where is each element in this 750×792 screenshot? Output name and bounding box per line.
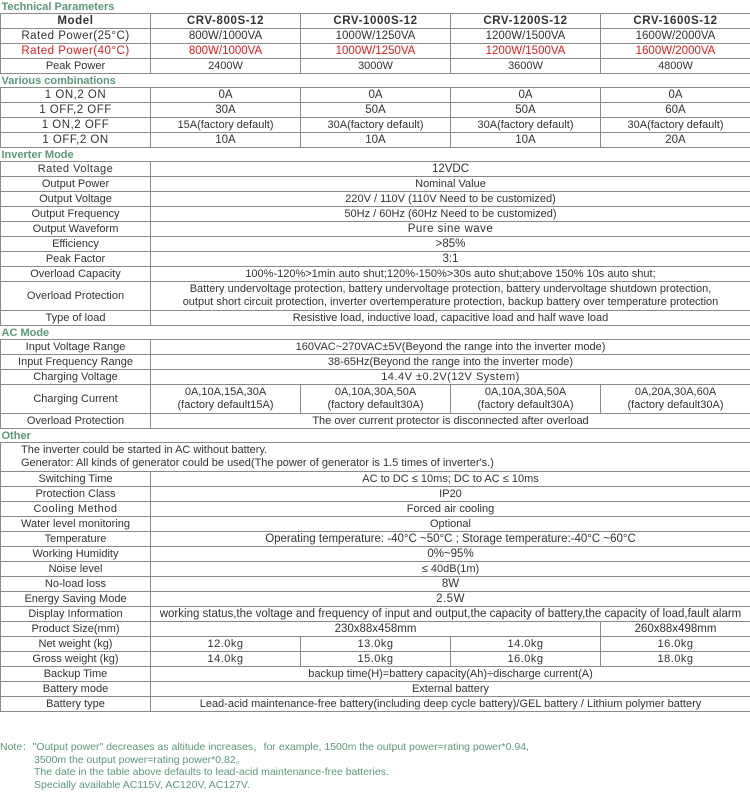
spec-row	[1, 222, 750, 237]
model-header-row	[1, 14, 750, 29]
combo-row	[1, 118, 750, 133]
cell-value: 30A(factory default)	[451, 118, 601, 133]
rated-power-40-row	[1, 44, 750, 59]
row-label: Battery mode	[1, 682, 151, 697]
spec-row	[1, 562, 750, 577]
cell-value: 10A	[451, 133, 601, 148]
cell-value: 14.4V ±0.2V(12V System)	[151, 370, 750, 385]
model-crv-800s: CRV-800S-12	[151, 14, 301, 29]
cell-value: 50A	[301, 103, 451, 118]
row-label: Battery type	[1, 697, 151, 712]
charging-default: (factory default30A)	[627, 399, 724, 411]
model-crv-1200s: CRV-1200S-12	[451, 14, 601, 29]
other-note-line-1: The inverter could be started in AC without battery.	[21, 444, 268, 456]
rated-power-25-row	[1, 29, 750, 44]
cell-value: Pure sine wave	[151, 222, 750, 237]
spec-row	[1, 177, 750, 192]
model-label: Model	[1, 14, 151, 29]
section-other: Other	[1, 429, 31, 442]
cell-value: Lead-acid maintenance-free battery(including deep cycle battery)/GEL battery / Lithium polymer battery	[151, 697, 750, 712]
product-size-row	[1, 622, 750, 637]
footnote-line-2: 3500m the output power=rating power*0.82。	[34, 753, 247, 766]
cell-value: 230x88x458mm	[151, 622, 601, 637]
cell-value: 30A	[151, 103, 301, 118]
row-label: Display Information	[1, 607, 151, 622]
overload-protection-row	[1, 282, 750, 311]
charging-default: (factory default30A)	[477, 399, 574, 411]
row-label: Charging Current	[1, 385, 151, 414]
cell-value	[151, 385, 301, 414]
cell-value: 50A	[451, 103, 601, 118]
charging-options: 0A,10A,15A,30A	[184, 386, 267, 398]
spec-row	[1, 592, 750, 607]
cell-value: 0A	[451, 88, 601, 103]
spec-row	[1, 370, 750, 385]
cell-value: ≤ 40dB(1m)	[151, 562, 750, 577]
row-label: Efficiency	[1, 237, 151, 252]
cell-value: 4800W	[601, 59, 750, 74]
cell-value: 60A	[601, 103, 750, 118]
cell-value	[451, 385, 601, 414]
peak-power-row	[1, 59, 750, 74]
row-label: Input Frequency Range	[1, 355, 151, 370]
row-label: Peak Power	[1, 59, 151, 74]
cell-value: 16.0kg	[451, 652, 601, 667]
row-label: 1 OFF,2 ON	[1, 133, 151, 148]
cell-value: Resistive load, inductive load, capacitive load and half wave load	[151, 311, 750, 326]
spec-row	[1, 355, 750, 370]
cell-value: 13.0kg	[301, 637, 451, 652]
charging-options: 0A,10A,30A,50A	[334, 386, 417, 398]
row-label: Net weight (kg)	[1, 637, 151, 652]
combo-row	[1, 133, 750, 148]
spec-row	[1, 162, 750, 177]
row-label: Type of load	[1, 311, 151, 326]
cell-value: Operating temperature: -40°C ~50°C ; Storage temperature:-40°C ~60°C	[151, 532, 750, 547]
cell-value: 38-65Hz(Beyond the range into the inverter mode)	[151, 355, 750, 370]
cell-value: backup time(H)=battery capacity(Ah)÷discharge current(A)	[151, 667, 750, 682]
cell-value: 220V / 110V (110V Need to be customized)	[151, 192, 750, 207]
cell-value: 2.5W	[151, 592, 750, 607]
combo-row	[1, 103, 750, 118]
spec-row	[1, 340, 750, 355]
cell-value: The over current protector is disconnected after overload	[151, 414, 750, 429]
cell-value	[601, 385, 750, 414]
spec-row	[1, 502, 750, 517]
cell-value: 30A(factory default)	[301, 118, 451, 133]
row-label: 1 OFF,2 OFF	[1, 103, 151, 118]
row-label: Backup Time	[1, 667, 151, 682]
row-label: 1 ON,2 ON	[1, 88, 151, 103]
spec-row	[1, 237, 750, 252]
model-crv-1600s: CRV-1600S-12	[601, 14, 750, 29]
row-label: 1 ON,2 OFF	[1, 118, 151, 133]
row-label: Overload Protection	[1, 282, 151, 311]
charging-options: 0A,10A,30A,50A	[484, 386, 567, 398]
section-inverter-mode: Inverter Mode	[1, 148, 74, 161]
combo-row	[1, 88, 750, 103]
spec-row	[1, 697, 750, 712]
overload-protection-line-1: Battery undervoltage protection, battery undervoltage protection, battery undervoltage shutdown protection,	[189, 283, 712, 295]
cell-value: 0A	[601, 88, 750, 103]
row-label: Overload Capacity	[1, 267, 151, 282]
cell-value: 1600W/2000VA	[601, 29, 750, 44]
charging-options: 0A,20A,30A,60A	[634, 386, 717, 398]
cell-value: 800W/1000VA	[151, 44, 301, 59]
spec-row	[1, 487, 750, 502]
cell-value: 15.0kg	[301, 652, 451, 667]
row-label: Output Waveform	[1, 222, 151, 237]
cell-value: 3:1	[151, 252, 750, 267]
row-label: Energy Saving Mode	[1, 592, 151, 607]
footnote	[0, 741, 750, 791]
cell-value: >85%	[151, 237, 750, 252]
cell-value: 50Hz / 60Hz (60Hz Need to be customized)	[151, 207, 750, 222]
cell-value: 260x88x498mm	[601, 622, 750, 637]
row-label: Output Voltage	[1, 192, 151, 207]
cell-value: working status,the voltage and frequency of input and output,the capacity of battery,the capacity of load,fault alarm	[151, 607, 750, 622]
cell-value: 0A	[301, 88, 451, 103]
net-weight-row	[1, 637, 750, 652]
cell-value: 800W/1000VA	[151, 29, 301, 44]
row-label: Charging Voltage	[1, 370, 151, 385]
cell-value: 15A(factory default)	[151, 118, 301, 133]
overload-protection-line-2: output short circuit protection, inverter overtemperature protection, backup battery over temperature protection	[182, 296, 719, 308]
cell-value: 8W	[151, 577, 750, 592]
cell-value	[151, 282, 750, 311]
cell-value: 18.0kg	[601, 652, 750, 667]
footnote-line-1: Note："Output power" decreases as altitude increases，for example, 1500m the output power=rating power*0.94,	[0, 741, 529, 753]
cell-value: IP20	[151, 487, 750, 502]
row-label: Product Size(mm)	[1, 622, 151, 637]
row-label: Working Humidity	[1, 547, 151, 562]
row-label: Water level monitoring	[1, 517, 151, 532]
spec-row	[1, 682, 750, 697]
spec-row	[1, 532, 750, 547]
cell-value: 10A	[301, 133, 451, 148]
spec-row	[1, 252, 750, 267]
cell-value: 16.0kg	[601, 637, 750, 652]
section-various-combinations: Various combinations	[1, 74, 116, 87]
cell-value: 0%~95%	[151, 547, 750, 562]
cell-value: 3000W	[301, 59, 451, 74]
cell-value: 30A(factory default)	[601, 118, 750, 133]
cell-value: 1200W/1500VA	[451, 29, 601, 44]
spec-row	[1, 192, 750, 207]
type-of-load-row	[1, 311, 750, 326]
other-note-row	[1, 443, 750, 472]
cell-value: 100%-120%>1min auto shut;120%-150%>30s auto shut;above 150% 10s auto shut;	[151, 267, 750, 282]
footnote-line-4: Specially available AC115V, AC120V, AC127V.	[34, 778, 250, 791]
row-label: Rated Power(25°C)	[1, 29, 151, 44]
charging-default: (factory default15A)	[177, 399, 274, 411]
cell-value: 0A	[151, 88, 301, 103]
spec-row	[1, 414, 750, 429]
row-label: Overload Protection	[1, 414, 151, 429]
cell-value: Nominal Value	[151, 177, 750, 192]
cell-value: 12VDC	[151, 162, 750, 177]
cell-value: AC to DC ≤ 10ms; DC to AC ≤ 10ms	[151, 472, 750, 487]
spec-row	[1, 667, 750, 682]
cell-value: 1200W/1500VA	[451, 44, 601, 59]
spec-row	[1, 472, 750, 487]
cell-value: 1000W/1250VA	[301, 44, 451, 59]
row-label: Output Frequency	[1, 207, 151, 222]
footnote-line-3: The date in the table above defaults to lead-acid maintenance-free batteries.	[34, 766, 389, 778]
row-label: Gross weight (kg)	[1, 652, 151, 667]
cell-value: 160VAC~270VAC±5V(Beyond the range into the inverter mode)	[151, 340, 750, 355]
spec-row	[1, 267, 750, 282]
row-label: No-load loss	[1, 577, 151, 592]
cell-value: External battery	[151, 682, 750, 697]
row-label: Noise level	[1, 562, 151, 577]
cell-value: Optional	[151, 517, 750, 532]
row-label: Cooling Method	[1, 502, 151, 517]
row-label: Output Power	[1, 177, 151, 192]
charging-default: (factory default30A)	[327, 399, 424, 411]
spec-row	[1, 207, 750, 222]
row-label: Input Voltage Range	[1, 340, 151, 355]
cell-value: 20A	[601, 133, 750, 148]
cell-value: 14.0kg	[151, 652, 301, 667]
other-note	[1, 443, 750, 472]
other-note-line-2: Generator: All kinds of generator could be used(The power of generator is 1.5 times of inverter's.)	[21, 457, 494, 469]
cell-value: 3600W	[451, 59, 601, 74]
spec-row	[1, 517, 750, 532]
cell-value: 2400W	[151, 59, 301, 74]
cell-value: 14.0kg	[451, 637, 601, 652]
row-label: Peak Factor	[1, 252, 151, 267]
section-technical-parameters: Technical Parameters	[1, 0, 115, 13]
row-label: Rated Voltage	[1, 162, 151, 177]
row-label: Rated Power(40°C)	[1, 44, 151, 59]
spec-row	[1, 607, 750, 622]
model-crv-1000s: CRV-1000S-12	[301, 14, 451, 29]
row-label: Protection Class	[1, 487, 151, 502]
cell-value	[301, 385, 451, 414]
cell-value: 1600W/2000VA	[601, 44, 750, 59]
spec-row	[1, 547, 750, 562]
row-label: Switching Time	[1, 472, 151, 487]
cell-value: 10A	[151, 133, 301, 148]
gross-weight-row	[1, 652, 750, 667]
cell-value: 1000W/1250VA	[301, 29, 451, 44]
cell-value: Forced air cooling	[151, 502, 750, 517]
cell-value: 12.0kg	[151, 637, 301, 652]
row-label: Temperature	[1, 532, 151, 547]
spec-row	[1, 577, 750, 592]
section-ac-mode: AC Mode	[1, 326, 50, 339]
charging-current-row	[1, 385, 750, 414]
